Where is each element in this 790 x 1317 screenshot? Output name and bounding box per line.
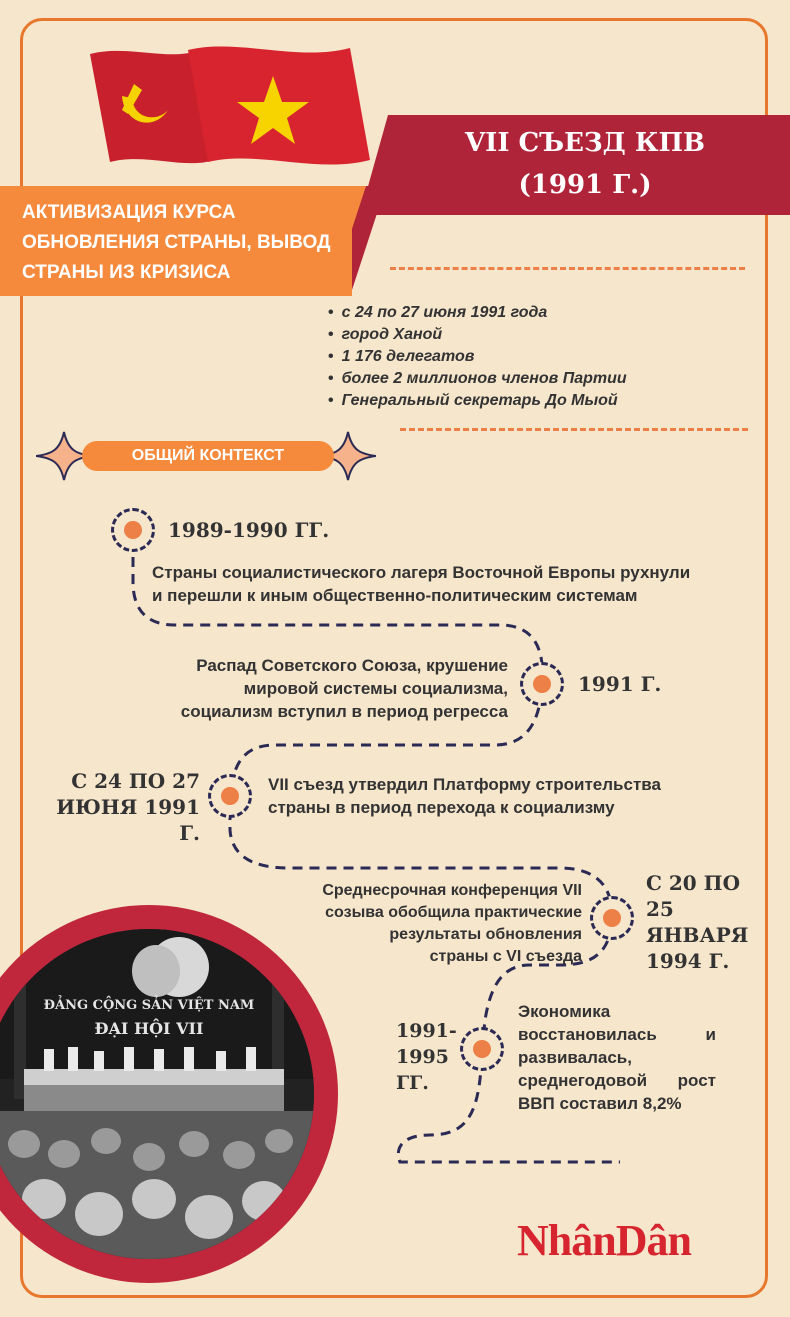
- timeline-desc-3: [268, 773, 661, 819]
- timeline-desc-5: [518, 1000, 716, 1115]
- timeline-desc-5-line-3: развивалась,: [518, 1048, 632, 1067]
- timeline-date-5-line-1: 1991-: [396, 1020, 457, 1042]
- timeline-date-3: [32, 768, 200, 846]
- timeline-desc-5-word-3: среднегодовой: [518, 1071, 648, 1090]
- timeline-desc-4-line-3: результаты обновления: [389, 926, 582, 943]
- fact-dates: • с 24 по 27 июня 1991 года: [328, 302, 627, 324]
- timeline-desc-5-line-5: ВВП составил 8,2%: [518, 1094, 682, 1113]
- fact-secretary: • Генеральный секретарь До Мыой: [328, 390, 627, 412]
- timeline-desc-5-line-1: Экономика: [518, 1002, 611, 1021]
- timeline-dot-4: [590, 896, 634, 940]
- flags-illustration: [88, 40, 378, 180]
- context-label: ОБЩИЙ КОНТЕКСТ: [82, 441, 334, 471]
- timeline-date-3-line-1: С 24 ПО 27: [71, 769, 200, 793]
- timeline-desc-1: [152, 561, 690, 607]
- photo-banner-line-1: ĐẢNG CỘNG SẢN VIỆT NAM: [43, 998, 255, 1013]
- timeline-desc-5-word-1: восстановилась: [518, 1025, 657, 1044]
- subtitle: [22, 198, 342, 288]
- timeline-date-4-line-1: С 20 ПО: [646, 871, 740, 895]
- timeline-dot-2-core: [533, 675, 551, 693]
- nhan-dan-logo: NhânDân: [517, 1216, 691, 1265]
- divider-top: [390, 267, 745, 270]
- timeline-desc-4-line-1: Среднесрочная конференция VII: [322, 882, 582, 899]
- timeline-dot-3-core: [221, 787, 239, 805]
- timeline-desc-3-line-1: VII съезд утвердил Платформу строительства: [268, 775, 661, 794]
- timeline-date-4-line-4: 1994 Г.: [646, 949, 730, 973]
- timeline-dot-5: [460, 1027, 504, 1071]
- timeline-date-1: 1989-1990 ГГ.: [168, 518, 330, 542]
- timeline-date-4: [646, 870, 748, 974]
- timeline-desc-5-line-4: [518, 1069, 716, 1092]
- timeline-desc-2-line-3: социализм вступил в период регресса: [180, 702, 508, 721]
- fact-city: • город Ханой: [328, 324, 627, 346]
- timeline-desc-3-line-2: страны в период перехода к социализму: [268, 798, 615, 817]
- timeline-dot-1: [111, 508, 155, 552]
- timeline-dot-4-core: [603, 909, 621, 927]
- subtitle-line-1: АКТИВИЗАЦИЯ КУРСА: [22, 202, 236, 223]
- timeline-dot-5-core: [473, 1040, 491, 1058]
- timeline-desc-5-word-4: рост: [677, 1071, 716, 1090]
- fact-delegates: • 1 176 делегатов: [328, 346, 627, 368]
- timeline-desc-4-line-2: созыва обобщила практические: [325, 904, 582, 921]
- title-line-2: (1991 Г.): [518, 170, 652, 200]
- timeline-date-4-line-3: ЯНВАРЯ: [646, 923, 749, 947]
- timeline-desc-4: [300, 880, 582, 968]
- title-line-1: VII СЪЕЗД КПВ: [464, 128, 706, 158]
- timeline-desc-1-line-2: и перешли к иным общественно-политическим системам: [152, 586, 638, 605]
- timeline-date-2: 1991 Г.: [578, 672, 662, 696]
- photo-banner-line-2: ĐẠI HỘI VII: [94, 1019, 204, 1038]
- divider-bottom: [400, 428, 748, 431]
- timeline-desc-5-line-2: [518, 1023, 716, 1046]
- fact-members: • более 2 миллионов членов Партии: [328, 368, 627, 390]
- timeline-date-5: [396, 1018, 457, 1096]
- timeline-date-3-line-2: ИЮНЯ 1991 Г.: [56, 795, 200, 845]
- timeline-dot-2: [520, 662, 564, 706]
- timeline-desc-2-line-2: мировой системы социализма,: [243, 679, 508, 698]
- timeline-date-5-line-2: 1995: [396, 1046, 449, 1068]
- key-facts-list: [328, 302, 627, 412]
- timeline-desc-4-line-4: страны с VI съезда: [429, 948, 582, 965]
- timeline-desc-5-word-2: и: [705, 1025, 716, 1044]
- timeline-desc-2-line-1: Распад Советского Союза, крушение: [196, 656, 508, 675]
- timeline-date-4-line-2: 25: [646, 897, 674, 921]
- timeline-desc-1-line-1: Страны социалистического лагеря Восточной Европы рухнули: [152, 563, 691, 582]
- timeline-date-5-line-3: ГГ.: [396, 1072, 429, 1094]
- timeline-dot-3: [208, 774, 252, 818]
- subtitle-line-3: СТРАНЫ ИЗ КРИЗИСА: [22, 262, 231, 283]
- page-title: [410, 122, 760, 206]
- subtitle-line-2: ОБНОВЛЕНИЯ СТРАНЫ, ВЫВОД: [22, 232, 331, 253]
- timeline-dot-1-core: [124, 521, 142, 539]
- timeline-desc-2: [150, 654, 508, 723]
